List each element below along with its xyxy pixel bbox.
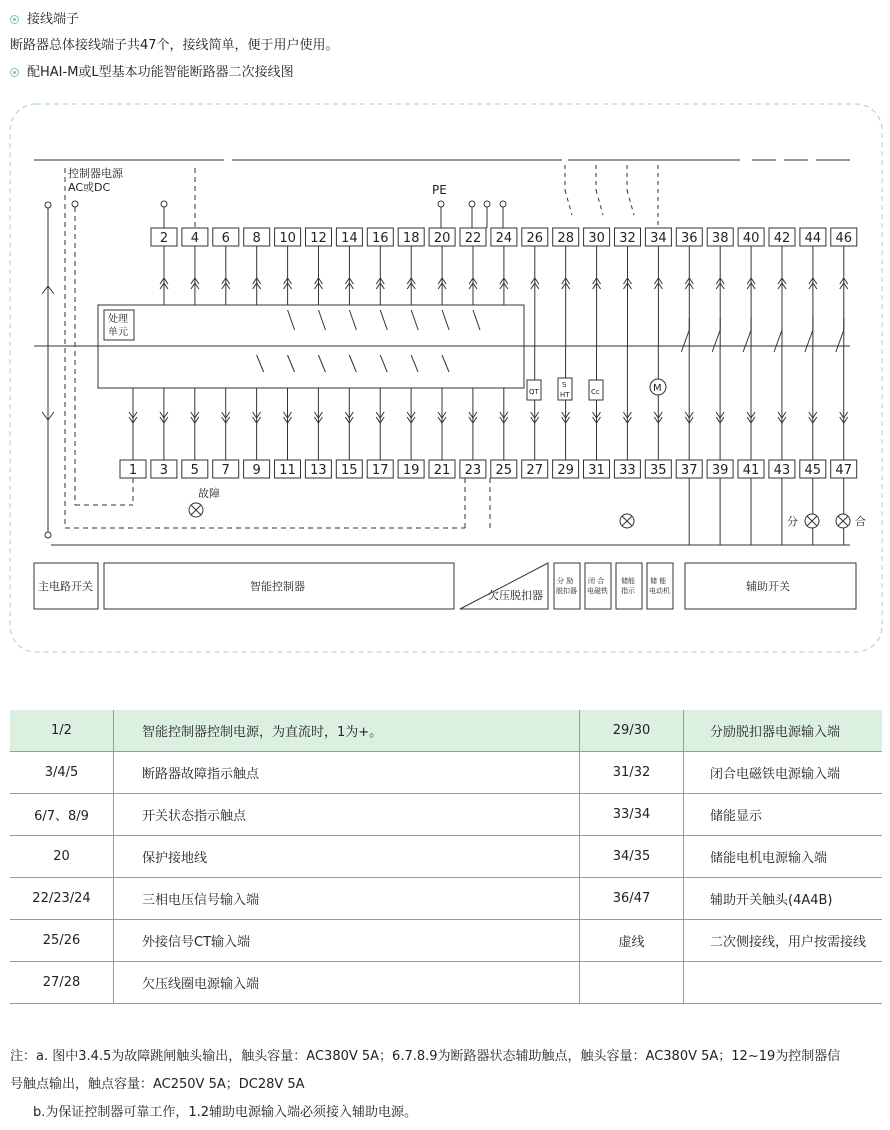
cc-label: Cc xyxy=(591,388,600,396)
bottom-terminal-label: 45 xyxy=(804,463,822,478)
aux-switch-block: 辅助开关 xyxy=(746,580,790,593)
top-terminal-label: 4 xyxy=(190,231,200,246)
bottom-terminal xyxy=(553,460,579,478)
bottom-terminal-label: 23 xyxy=(464,463,482,478)
description-cell: 储能显示 xyxy=(684,794,883,836)
bottom-terminal xyxy=(645,460,671,478)
note-line-2: 号触点输出，触点容量：AC250V 5A；DC28V 5A xyxy=(10,1077,305,1092)
top-terminal-row xyxy=(151,228,857,246)
description-cell: 储能电机电源输入端 xyxy=(684,836,883,878)
top-terminal xyxy=(522,228,548,246)
terminal-number-cell: 36/47 xyxy=(580,878,684,920)
top-terminal-label: 40 xyxy=(742,231,760,246)
bottom-terminal xyxy=(831,460,857,478)
bottom-terminal xyxy=(584,460,610,478)
top-terminal xyxy=(738,228,764,246)
bottom-terminal-label: 39 xyxy=(711,463,729,478)
bottom-terminal-label: 1 xyxy=(128,463,138,478)
bottom-terminal-label: 17 xyxy=(371,463,389,478)
top-terminal-label: 32 xyxy=(619,231,636,246)
terminal-number-cell: 1/2 xyxy=(10,710,114,752)
top-terminal xyxy=(831,228,857,246)
closing-block: 闭 合 xyxy=(588,577,605,585)
bottom-terminal xyxy=(738,460,764,478)
controller-block: 智能控制器 xyxy=(250,580,305,593)
bottom-terminal-label: 13 xyxy=(310,463,327,478)
open-label: 分 xyxy=(787,515,798,528)
bottom-terminal-label: 37 xyxy=(680,463,698,478)
bottom-terminal-row xyxy=(120,460,857,478)
bottom-terminal xyxy=(614,460,640,478)
bottom-terminal-label: 29 xyxy=(557,463,574,478)
top-terminal xyxy=(460,228,486,246)
section-title-wiring-diagram: 配HAI-M或L型基本功能智能断路器二次接线图 xyxy=(10,61,294,80)
fault-label: 故障 xyxy=(198,487,220,500)
description-cell: 断路器故障指示触点 xyxy=(114,752,580,794)
description-cell: 闭合电磁铁电源输入端 xyxy=(684,752,883,794)
table-row xyxy=(10,962,882,1004)
bottom-terminal xyxy=(151,460,177,478)
bottom-terminal xyxy=(491,460,517,478)
description-cell xyxy=(684,962,883,1004)
control-power-type-label: AC或DC xyxy=(68,181,111,194)
top-terminal-label: 34 xyxy=(650,231,667,246)
table-row xyxy=(10,794,882,836)
top-terminal-label: 12 xyxy=(310,231,327,246)
top-terminal-label: 14 xyxy=(341,231,358,246)
table-row xyxy=(10,710,882,752)
top-terminal-label: 44 xyxy=(804,231,822,246)
table-row xyxy=(10,878,882,920)
description-cell: 三相电压信号输入端 xyxy=(114,878,580,920)
top-terminal xyxy=(800,228,826,246)
bottom-terminal-label: 27 xyxy=(526,463,543,478)
terminal-number-cell: 6/7、8/9 xyxy=(10,794,114,836)
top-terminal-label: 18 xyxy=(402,231,420,246)
top-terminal xyxy=(553,228,579,246)
terminal-number-cell: 22/23/24 xyxy=(10,878,114,920)
bottom-terminal-label: 3 xyxy=(159,463,169,478)
bottom-terminal xyxy=(275,460,301,478)
close-label: 合 xyxy=(855,515,866,528)
terminal-number-cell: 31/32 xyxy=(580,752,684,794)
note-line-3: b.为保证控制器可靠工作，1.2辅助电源输入端必须接入辅助电源。 xyxy=(33,1105,418,1120)
table-row xyxy=(10,836,882,878)
terminal-number-cell: 29/30 xyxy=(580,710,684,752)
storage-motor-block: 储 能 xyxy=(650,577,667,585)
note-line-1: 注：a. 图中3.4.5为故障跳闸触头输出，触头容量：AC380V 5A；6.7.8.9为断路器状态辅助触点，触头容量：AC380V 5A；12~19为控制器信 xyxy=(10,1049,841,1064)
top-terminal-label: 26 xyxy=(526,231,544,246)
bottom-terminal-label: 47 xyxy=(835,463,852,478)
storage-ind-block-2: 指示 xyxy=(621,587,635,595)
bottom-terminal-label: 25 xyxy=(495,463,513,478)
bottom-terminal xyxy=(707,460,733,478)
top-terminal-label: 2 xyxy=(159,231,169,246)
top-terminal xyxy=(707,228,733,246)
bottom-terminal-label: 41 xyxy=(742,463,760,478)
bottom-terminal xyxy=(182,460,208,478)
terminal-open-circles xyxy=(161,201,506,228)
bottom-terminal xyxy=(429,460,455,478)
terminal-number-cell: 3/4/5 xyxy=(10,752,114,794)
description-cell: 保护接地线 xyxy=(114,836,580,878)
description-cell: 智能控制器控制电源，为直流时，1为+。 xyxy=(114,710,580,752)
function-blocks xyxy=(34,563,856,609)
bottom-terminal xyxy=(336,460,362,478)
bottom-terminal xyxy=(800,460,826,478)
storage-motor-block-2: 电动机 xyxy=(649,587,670,595)
top-terminal-label: 20 xyxy=(433,231,451,246)
control-power-label: 控制器电源 xyxy=(68,167,123,180)
bottom-terminal-label: 43 xyxy=(773,463,791,478)
top-terminal-label: 8 xyxy=(252,231,261,246)
top-terminal xyxy=(213,228,239,246)
top-terminal xyxy=(151,228,177,246)
top-terminal-label: 16 xyxy=(372,231,389,246)
top-terminal-label: 24 xyxy=(495,231,513,246)
motor-label: M xyxy=(653,383,662,394)
bottom-terminal-label: 33 xyxy=(619,463,636,478)
bottom-terminal-label: 11 xyxy=(279,463,296,478)
bottom-terminal-label: 7 xyxy=(221,463,230,478)
terminal-number-cell xyxy=(580,962,684,1004)
processing-unit-label: 处理 xyxy=(108,314,128,325)
description-cell: 分励脱扣器电源输入端 xyxy=(684,710,883,752)
description-cell: 辅助开关触头(4A4B) xyxy=(684,878,883,920)
bottom-terminal xyxy=(398,460,424,478)
top-terminal-label: 22 xyxy=(464,231,482,246)
top-terminal xyxy=(676,228,702,246)
top-terminal-label: 42 xyxy=(773,231,791,246)
bottom-terminal-label: 21 xyxy=(433,463,451,478)
shunt-block-2: 脱扣器 xyxy=(556,587,577,595)
main-switch-block: 主电路开关 xyxy=(38,580,93,593)
terminal-number-cell: 20 xyxy=(10,836,114,878)
top-terminal-label: 10 xyxy=(279,231,296,246)
top-terminal xyxy=(275,228,301,246)
bottom-terminal xyxy=(367,460,393,478)
storage-ind-block: 储能 xyxy=(621,577,635,585)
terminal-number-cell: 33/34 xyxy=(580,794,684,836)
top-terminal xyxy=(398,228,424,246)
terminal-table xyxy=(10,710,882,1004)
processing-unit-label-2: 单元 xyxy=(108,327,128,338)
description-cell: 二次侧接线，用户按需接线 xyxy=(684,920,883,962)
bottom-terminal-label: 35 xyxy=(650,463,667,478)
top-terminal-label: 6 xyxy=(221,231,230,246)
description-cell: 欠压线圈电源输入端 xyxy=(114,962,580,1004)
terminal-wires xyxy=(129,246,848,545)
bottom-terminal xyxy=(213,460,239,478)
terminal-number-cell: 25/26 xyxy=(10,920,114,962)
table-row xyxy=(10,752,882,794)
bottom-terminal xyxy=(305,460,331,478)
top-terminal xyxy=(615,228,641,246)
terminal-number-cell: 虚线 xyxy=(580,920,684,962)
top-terminal xyxy=(244,228,270,246)
terminal-number-cell: 34/35 xyxy=(580,836,684,878)
top-terminal xyxy=(584,228,610,246)
ht-label: HT xyxy=(560,391,570,399)
bottom-terminal-label: 19 xyxy=(402,463,420,478)
terminal-description: 断路器总体接线端子共47个，接线简单，便于用户使用。 xyxy=(10,38,339,53)
top-terminal-label: 36 xyxy=(681,231,698,246)
qt-label: QT xyxy=(529,388,539,396)
closing-block-2: 电磁铁 xyxy=(587,587,608,595)
top-terminal xyxy=(367,228,393,246)
undervoltage-block: 欠压脱扣器 xyxy=(488,589,543,602)
section-title-terminals: 接线端子 xyxy=(10,8,79,27)
top-terminal xyxy=(306,228,332,246)
bottom-terminal-label: 31 xyxy=(588,463,605,478)
top-terminal-label: 28 xyxy=(557,231,574,246)
description-cell: 开关状态指示触点 xyxy=(114,794,580,836)
accessory-dashed-feeds xyxy=(565,165,658,228)
top-terminal xyxy=(429,228,455,246)
terminal-number-cell: 27/28 xyxy=(10,962,114,1004)
bottom-terminal-label: 15 xyxy=(341,463,358,478)
pe-label: PE xyxy=(432,183,447,197)
top-terminal-label: 38 xyxy=(711,231,729,246)
main-switch-line xyxy=(42,202,850,545)
top-terminal xyxy=(769,228,795,246)
table-row xyxy=(10,920,882,962)
shunt-block: 分 励 xyxy=(557,577,574,585)
top-terminal-label: 46 xyxy=(835,231,853,246)
s-label: S xyxy=(562,381,567,389)
bottom-terminal xyxy=(120,460,146,478)
bottom-terminal xyxy=(522,460,548,478)
bottom-terminal-label: 5 xyxy=(190,463,199,478)
top-terminal xyxy=(491,228,517,246)
bottom-terminal xyxy=(460,460,486,478)
top-terminal xyxy=(336,228,362,246)
bottom-terminal-label: 9 xyxy=(252,463,261,478)
bottom-terminal xyxy=(676,460,702,478)
bottom-terminal xyxy=(244,460,270,478)
top-terminal-label: 30 xyxy=(588,231,605,246)
top-terminal xyxy=(182,228,208,246)
bottom-terminal xyxy=(769,460,795,478)
description-cell: 外接信号CT输入端 xyxy=(114,920,580,962)
top-terminal xyxy=(645,228,671,246)
